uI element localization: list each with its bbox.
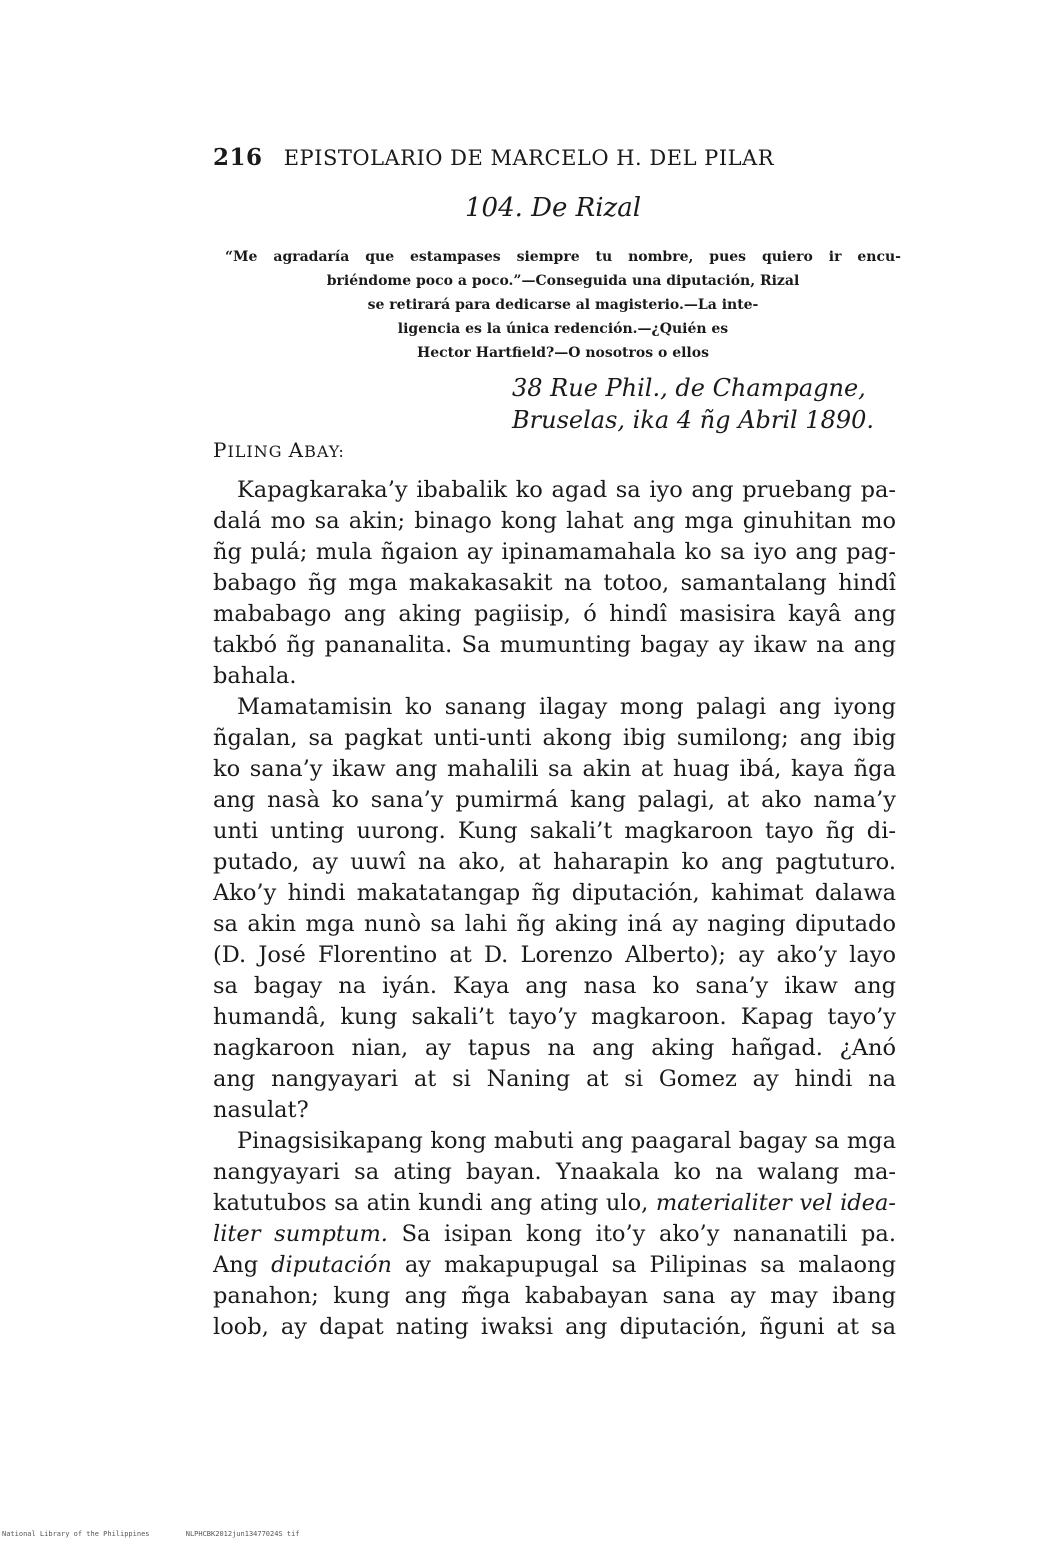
- text-line: mababago ang aking pagiisip, ó hindî masisira kayâ ang: [213, 601, 896, 627]
- text-line: nagkaroon nian, ay tapus na ang aking hañgad. ¿Anó: [213, 1035, 896, 1061]
- text-line: Ako’y hindi makatatangap ñg diputación, kahimat dalawa: [213, 880, 896, 906]
- latin-phrase: materialiter vel idea-: [655, 1190, 897, 1216]
- text-line: (D. José Florentino at D. Lorenzo Alberto); ay ako’y layo: [213, 942, 896, 968]
- text-line: Pinagsisikapang kong mabuti ang paagaral bagay sa mga: [237, 1128, 896, 1154]
- paragraph-2: [213, 692, 896, 1126]
- text-run: katutubos sa atin kundi ang ating ulo,: [213, 1190, 656, 1216]
- dateline-date: Bruselas, ika 4 ñg Abril 1890.: [512, 406, 875, 434]
- salutation-initial: A: [288, 438, 305, 462]
- summary-line: Hector Hartfield?—O nosotros o ellos: [417, 345, 709, 361]
- letter-body: [213, 475, 896, 1343]
- summary-line: se retirará para dedicarse al magisterio.—La inte-: [367, 297, 759, 313]
- text-line: nasulat?: [213, 1097, 309, 1123]
- text-line: ang nangyayari at si Naning at si Gomez ay hindi na: [213, 1066, 896, 1092]
- running-title: EPISTOLARIO DE MARCELO H. DEL PILAR: [283, 146, 775, 170]
- summary-line: briéndome poco a poco.”—Conseguida una diputación, Rizal: [326, 273, 800, 289]
- dateline: [512, 372, 874, 436]
- latin-phrase: liter sumptum.: [213, 1221, 388, 1247]
- text-line: nangyayari sa ating bayan. Ynaakala ko na walang ma-: [213, 1159, 896, 1185]
- text-line: putado, ay uuwî na ako, at haharapin ko ang pagtuturo.: [213, 849, 896, 875]
- text-line: ñgalan, sa pagkat unti-unti akong ibig sumilong; ang ibig: [213, 725, 896, 751]
- paragraph-1: [213, 475, 896, 692]
- text-line: bahala.: [213, 663, 297, 689]
- scan-library: National Library of the Philippines: [2, 1530, 150, 1538]
- text-line: dalá mo sa akin; binago kong lahat ang mga ginuhitan mo: [213, 508, 896, 534]
- text-line: babago ñg mga makakasakit na totoo, samantalang hindî: [213, 570, 896, 596]
- text-line: ko sana’y ikaw ang mahalili sa akin at huag ibá, kaya ñga: [213, 756, 896, 782]
- text-line: sa akin mga nunò sa lahi ñg aking iná ay naging diputado: [213, 911, 896, 937]
- text-line: loob, ay dapat nating iwaksi ang diputación, ñguni at sa: [213, 1314, 896, 1340]
- dateline-address: 38 Rue Phil., de Champagne,: [512, 374, 866, 402]
- emphasis-word: diputación: [271, 1252, 392, 1278]
- page-number: 216: [213, 144, 263, 171]
- text-line: humandâ, kung sakali’t tayo’y magkaroon. Kapag tayo’y: [213, 1004, 896, 1030]
- text-line: [213, 1219, 896, 1250]
- salutation-smallcaps: BAY:: [304, 442, 345, 461]
- paragraph-3: [213, 1126, 896, 1343]
- text-line: Mamatamisin ko sanang ilagay mong palagi ang iyong: [237, 694, 896, 720]
- text-line: [213, 1188, 896, 1219]
- text-line: unti unting uurong. Kung sakali’t magkaroon tayo ñg di-: [213, 818, 896, 844]
- text-line: takbó ñg pananalita. Sa mumunting bagay ay ikaw na ang: [213, 632, 896, 658]
- text-line: sa bagay na iyán. Kaya ang nasa ko sana’y ikaw ang: [213, 973, 896, 999]
- running-header: [213, 144, 813, 171]
- letter-title: 104. De Rizal: [465, 193, 642, 223]
- salutation: [213, 438, 345, 462]
- scan-file-id: NLPHCBK2012jun13477024S tif: [185, 1530, 300, 1538]
- text-line: Kapagkaraka’y ibabalik ko agad sa iyo ang pruebang pa-: [237, 477, 896, 503]
- text-line: ang nasà ko sana’y pumirmá kang palagi, at ako nama’y: [213, 787, 896, 813]
- salutation-smallcaps: ILING: [227, 442, 289, 461]
- text-line: panahon; kung ang m̃ga kababayan sana ay may ibang: [213, 1283, 896, 1309]
- text-line: ñg pulá; mula ñgaion ay ipinamamahala ko sa iyo ang pag-: [213, 539, 896, 565]
- text-run: ay makapupugal sa Pilipinas sa malaong: [391, 1252, 897, 1278]
- text-run: Sa isipan kong ito’y ako’y nananatili pa.: [387, 1221, 896, 1247]
- salutation-initial: P: [213, 438, 228, 462]
- summary-line: ligencia es la única redención.—¿Quién es: [397, 321, 729, 337]
- text-line: [213, 1250, 896, 1281]
- scan-footer: [2, 1530, 332, 1538]
- letter-summary: [225, 245, 901, 365]
- text-run: Ang: [213, 1252, 272, 1278]
- summary-line: “Me agradaría que estampases siempre tu nombre, pues quiero ir encu-: [225, 249, 901, 265]
